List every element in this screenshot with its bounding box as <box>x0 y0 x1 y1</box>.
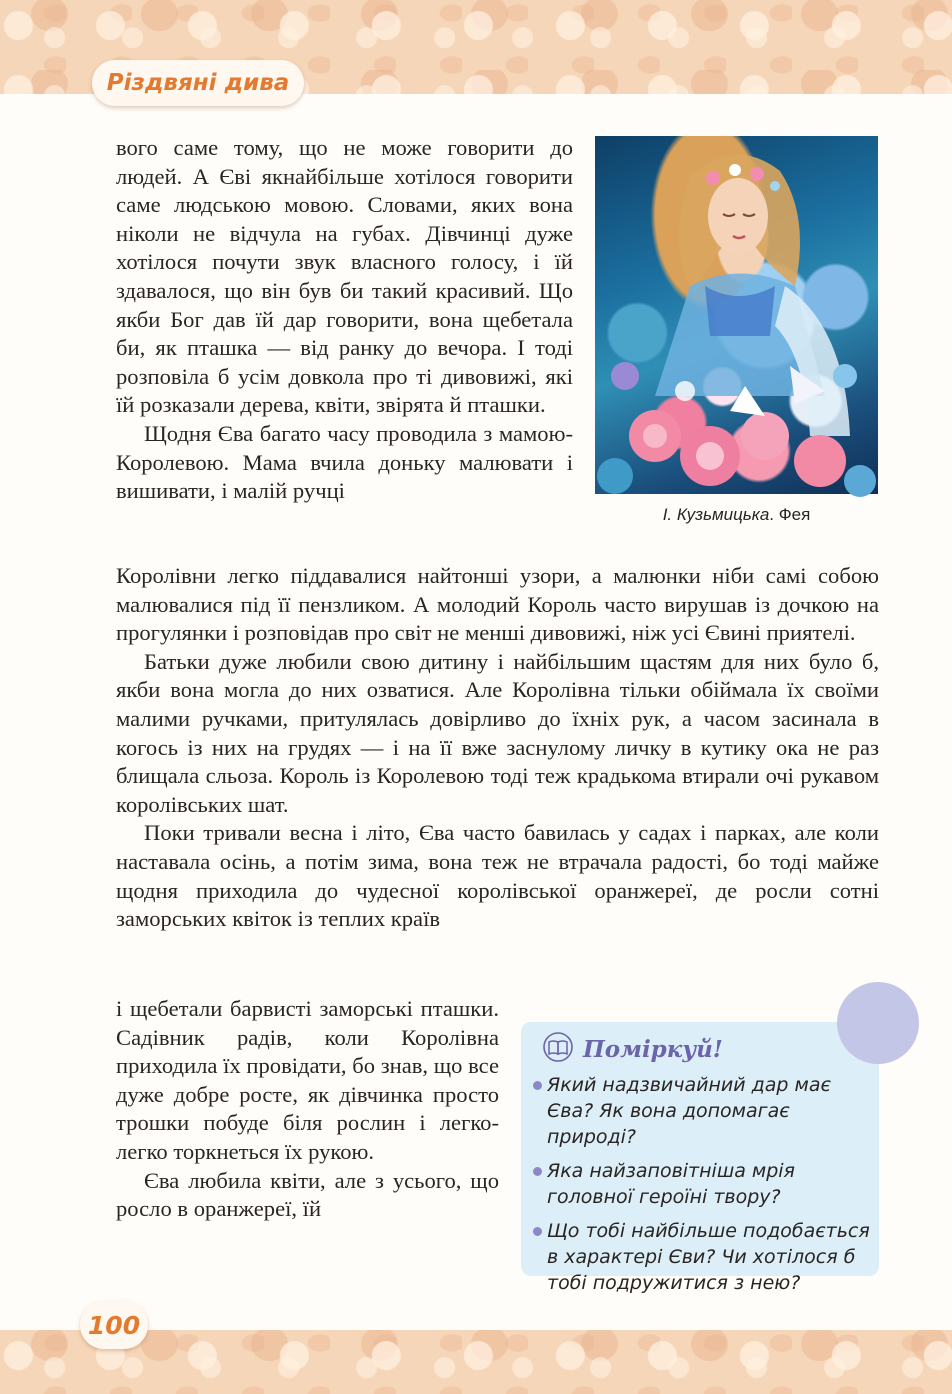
paragraph-4: Поки тривали весна і літо, Єва часто бавилась у садах і парках, але коли наставала осінь, а потім зима, вона теж не втрачала радості, бо тоді майже щодня приходила до чудесної королівської оранжереї, де росли сотні заморських квіток із теплих країв <box>116 820 879 932</box>
bullet-icon <box>533 1167 542 1176</box>
question-item <box>533 1218 873 1296</box>
paragraph-4-continued: і щебетали барвисті заморські пташки. Садівник радів, коли Королівна приходила їх провідати, бо знав, що все дуже добре росте, як дівчинка просто трошки побуде біля рослин і легко-легко торкнеться їх рукою. <box>116 996 499 1164</box>
question-item <box>533 1158 873 1210</box>
caption-author: І. Кузьмицька <box>662 505 770 524</box>
paragraph-2: Щодня Єва багато часу проводила з мамою-Королевою. Мама вчила доньку малювати і вишивати, і малій ручці <box>116 420 573 504</box>
page-number: 100 <box>87 1310 141 1340</box>
chapter-tag <box>92 60 304 106</box>
text-column-bottom <box>116 995 499 1224</box>
fairy-painting-image <box>595 136 878 494</box>
question-text: Що тобі найбільше подобається в характері Єви? Чи хотілося б тобі подружитися з нею? <box>547 1220 870 1294</box>
paragraph-2-continued: Королівни легко піддавалися найтонші узори, а малюнки ніби самі собою малювалися під її пензликом. А молодий Король часто вирушав із дочкою на прогулянки і розповідав про світ не менші дивовижі, ніж усі Євині приятелі. <box>116 563 879 646</box>
bullet-icon <box>533 1227 542 1236</box>
text-column-top <box>116 134 573 506</box>
think-box-header <box>541 1032 723 1067</box>
question-text: Яка найзаповітніша мрія головної героїні твору? <box>547 1160 795 1208</box>
question-item <box>533 1072 873 1150</box>
box-corner-decoration <box>837 982 919 1064</box>
think-about-box <box>521 1022 879 1294</box>
paragraph-3: Батьки дуже любили свою дитину і найбільшим щастям для них було б, якби вона могла до них озватися. Але Королівна тільки обіймала їх своїми малими ручками, притулялась довірливо до їхніх рук, а часом засинала в когось із них на грудях — і на її вже заснулому личку в кутику ока не раз блищала сльоза. Король із Королевою тоді теж крадькома втирали очі рукавом королівських шат. <box>116 648 879 817</box>
page-number-badge <box>80 1301 148 1349</box>
open-book-icon <box>541 1032 575 1067</box>
figure-caption <box>595 505 878 525</box>
question-text: Який надзвичайний дар має Єва? Як вона допомагає природі? <box>547 1074 831 1148</box>
think-box-title: Поміркуй! <box>583 1036 723 1063</box>
caption-title: . Фея <box>769 505 811 524</box>
question-list <box>533 1072 873 1304</box>
chapter-title: Різдвяні дива <box>106 70 290 96</box>
paragraph-1: вого саме тому, що не може говорити до людей. А Єві якнайбільше хотілося говорити саме людською мовою. Словами, яких вона ніколи не відчула на губах. Дівчинці дуже хотілося почути звук власного голосу, і їй здавалося, що він був би такий красивий. Що якби Бог дав їй дар говорити, вона щебетала би, як пташка — від ранку до вечора. І тоді розповіла б усім довкола про ті дивовижі, які їй розказали дерева, квіти, звірята й пташки. <box>116 135 573 418</box>
bullet-icon <box>533 1081 542 1090</box>
text-full-width <box>116 562 879 934</box>
paragraph-5: Єва любила квіти, але з усього, що росло в оранжереї, їй <box>116 1167 499 1222</box>
